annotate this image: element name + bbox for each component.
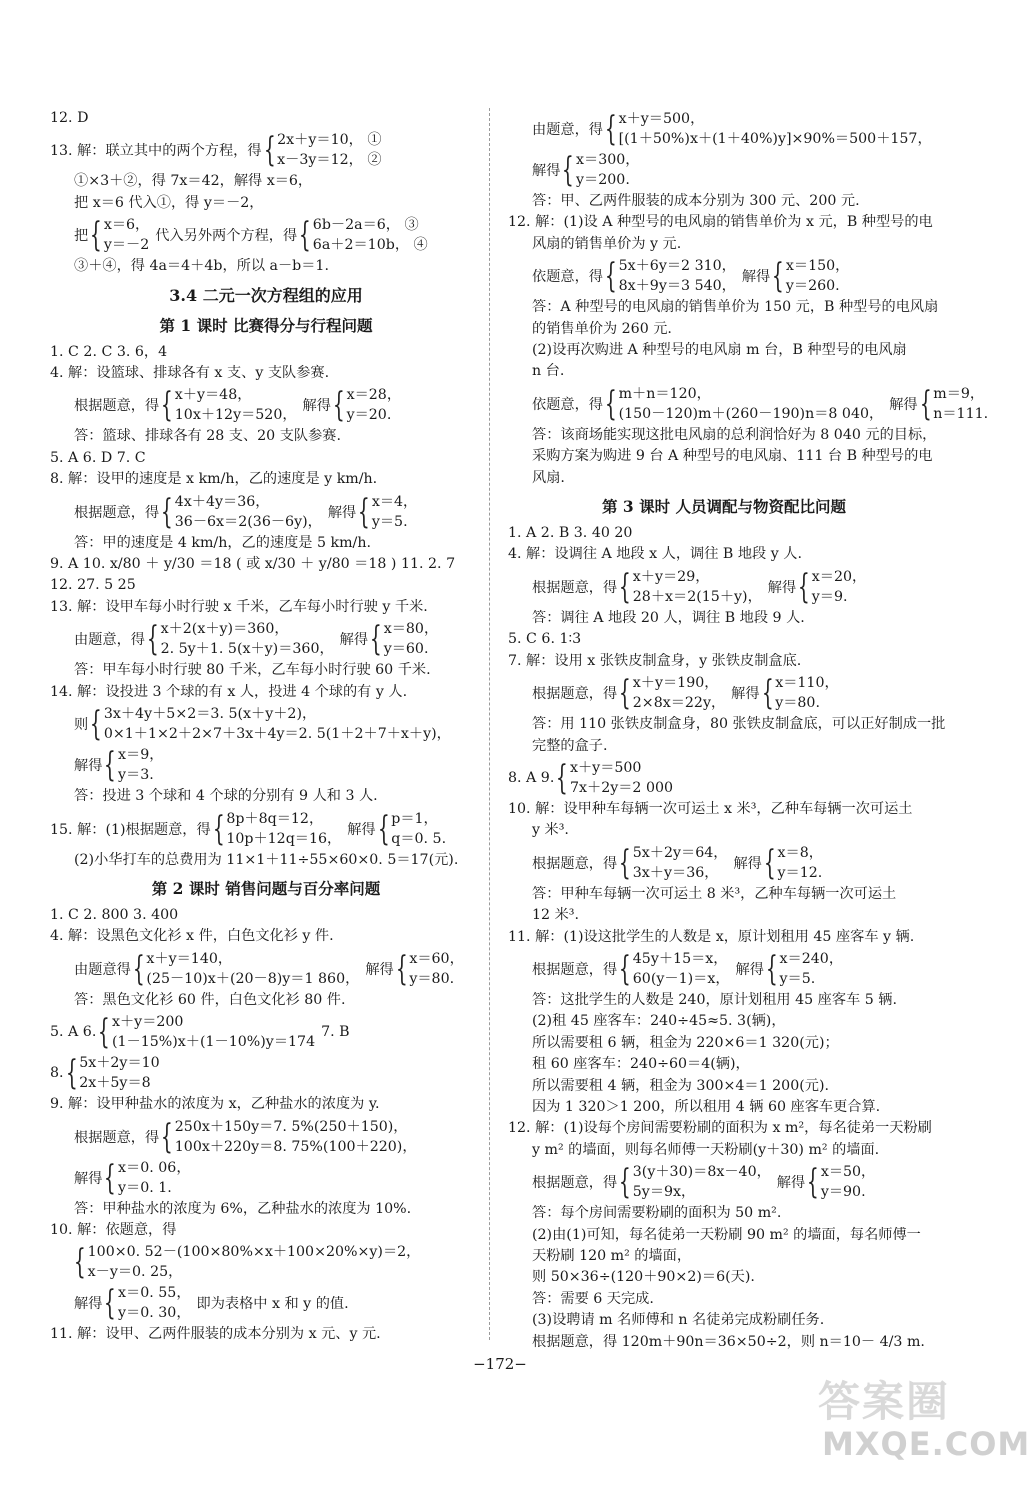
equation-system: { 6b－2a＝6， ③ 6a＋2＝10b， ④: [299, 215, 428, 256]
equation-row: (1－15%)x＋(1－10%)y＝174: [111, 1034, 316, 1051]
column-divider: [489, 108, 490, 1340]
equation-row: 5x＋6y＝2 310，: [618, 258, 736, 275]
answer-line: 答：投进 3 个球和 4 个球的分别有 9 人和 3 人.: [74, 788, 378, 805]
answer-line: (2)设再次购进 A 种型号的电风扇 m 台，B 种型号的电风扇: [532, 342, 907, 359]
answer-text: 依题意，得: [532, 396, 603, 413]
equation-row: 8x＋9y＝3 540，: [618, 278, 736, 295]
equation-row: 2. 5y＋1. 5(x＋y)＝360，: [160, 641, 334, 658]
equation-system: { 5x＋2y＝64， 3x＋y＝36，: [619, 842, 728, 883]
answer-line: 5. A 6. D 7. C: [50, 449, 146, 466]
answer-equation: [50, 619, 482, 659]
equation-system: { 250x＋150y＝7. 5%(250＋150)， 100x＋220y＝8. 75%(100＋220)，: [161, 1116, 417, 1157]
answer-line: 13. 解：设甲车每小时行驶 x 千米，乙车每小时行驶 y 千米.: [50, 598, 428, 615]
answer-line: (2)租 45 座客车：240÷45≈5. 3(辆)，: [532, 1013, 786, 1030]
answer-text: 把: [74, 228, 89, 245]
answer-text: 解得: [532, 163, 561, 179]
answer-text: 解得: [767, 579, 797, 596]
solution-system: { p＝1， q＝0. 5.: [377, 808, 447, 849]
answer-equation: [50, 949, 482, 989]
equation-row: m＋n＝120，: [618, 385, 711, 402]
answer-line: 12. 27. 5 25: [50, 577, 136, 594]
equation-system: { x＋y＝500 7x＋2y＝2 000: [556, 757, 674, 798]
solution-system: { x＝8， y＝12.: [763, 842, 823, 883]
equation-row: 3x＋y＝36，: [632, 864, 719, 881]
answer-line: 4. 解：设黑色文化衫 x 件，白色文化衫 y 件.: [50, 928, 334, 945]
answer-line: 答：甲的速度是 4 km/h，乙的速度是 5 km/h.: [74, 534, 371, 551]
equation-system: { 100×0. 52－(100×80%×x＋100×20%×y)＝2， x－y＝0. 25，: [73, 1242, 421, 1283]
equation-row: y＝3.: [118, 767, 154, 784]
answer-text: 解得: [776, 1175, 806, 1192]
equation-row: [(1＋50%)x＋(1＋40%)y]×90%＝500＋157，: [618, 131, 932, 147]
equation-row: y＝5.: [371, 513, 408, 530]
answer-line: 12. D: [50, 110, 89, 126]
equation-row: x＋y＝500，: [618, 111, 705, 127]
answer-line: 12 米³.: [532, 907, 579, 924]
answer-equation: [50, 745, 482, 785]
answer-equation: [50, 704, 482, 744]
equation-row: 4x＋4y＝36，: [174, 493, 270, 510]
answer-line: 风扇的销售单价为 y 元.: [532, 235, 682, 252]
answer-text: 解得: [741, 269, 771, 286]
equation-row: x＝110，: [775, 675, 839, 692]
answer-line: 所以需要租 4 辆，租金为 300×4＝1 200(元).: [532, 1077, 829, 1094]
equation-row: x＝6，: [103, 217, 150, 234]
right-column: [508, 108, 989, 1353]
answer-line: 答：每个房间需要粉刷的面积为 50 m².: [532, 1205, 782, 1222]
answer-equation: [50, 1158, 482, 1198]
equation-row: n＝111.: [933, 405, 989, 422]
answer-equation: [508, 673, 940, 713]
answer-line: n 台.: [532, 363, 565, 380]
equation-system: { 5x＋2y＝10 2x＋5y＝8: [65, 1053, 160, 1094]
equation-row: y＝0. 1.: [118, 1179, 172, 1196]
equation-row: y＝80.: [409, 970, 455, 987]
answer-line: ①×3＋②，得 7x＝42，解得 x＝6，: [74, 173, 313, 190]
equation-row: y＝－2: [103, 237, 150, 254]
answer-text: 13. 解：联立其中的两个方程，得: [50, 143, 262, 160]
equation-system: { x＋y＝48， 10x＋12y＝520，: [161, 385, 297, 426]
answer-line: 答：该商场能实现这批电风扇的总利润恰好为 8 040 元的目标，: [532, 426, 937, 443]
equation-row: x＋y＝190，: [632, 675, 719, 692]
answer-text: 5. A 6.: [50, 1024, 97, 1041]
answer-line: 答：甲种盐水的浓度为 6%，乙种盐水的浓度为 10%.: [74, 1200, 412, 1217]
equation-system: { 4x＋4y＝36， 36－6x＝2(36－6y)，: [161, 491, 322, 532]
equation-row: (150－120)m＋(260－190)n＝8 040，: [618, 405, 884, 422]
equation-row: 100×0. 52－(100×80%×x＋100×20%×y)＝2，: [87, 1244, 421, 1261]
answer-text: 解得: [735, 961, 764, 978]
answer-text: 由题意得: [74, 961, 131, 978]
equation-row: 8p＋8q＝12，: [226, 810, 324, 827]
answer-text: 解得: [733, 855, 762, 872]
watermark-logo: [812, 1369, 1030, 1473]
equation-row: 36－6x＝2(36－6y)，: [174, 513, 322, 530]
answer-text: 则: [74, 717, 89, 734]
answer-equation: [50, 809, 482, 849]
equation-system: { x＋2(x＋y)＝360， 2. 5y＋1. 5(x＋y)＝360，: [146, 619, 334, 660]
equation-row: y＝90.: [820, 1184, 866, 1201]
answer-text: 15. 解：(1)根据题意，得: [50, 821, 211, 838]
equation-system: { 3x＋4y＋5×2＝3. 5(x＋y＋2)， 0×1＋1×2＋2×7＋3x＋4y＝2. 5(1＋2＋7＋x＋y)，: [90, 704, 451, 745]
equation-row: 7x＋2y＝2 000: [569, 779, 674, 796]
solution-system: { x＝50， y＝90.: [807, 1162, 876, 1203]
answer-line: 9. 解：设甲种盐水的浓度为 x，乙种盐水的浓度为 y.: [50, 1096, 380, 1113]
answer-line: 风扇.: [532, 469, 565, 486]
equation-row: m＝9，: [933, 385, 985, 402]
equation-row: p＝1，: [391, 810, 438, 827]
answer-text: 根据题意，得: [532, 855, 618, 872]
answer-text: 7. B: [321, 1024, 350, 1041]
equation-row: 250x＋150y＝7. 5%(250＋150)，: [174, 1118, 408, 1135]
answer-equation: [508, 383, 989, 424]
equation-system: { 5x＋6y＝2 310， 8x＋9y＝3 540，: [604, 256, 736, 297]
answer-text: 根据题意，得: [532, 1175, 618, 1192]
answer-line: 则 50×36÷(120＋90×2)＝6(天).: [532, 1269, 755, 1286]
section-heading: 3.4 二元一次方程组的应用: [169, 285, 363, 305]
equation-row: 0×1＋1×2＋2×7＋3x＋4y＝2. 5(1＋2＋7＋x＋y)，: [103, 726, 451, 743]
lesson-heading: 第 2 课时 销售问题与百分率问题: [151, 878, 381, 898]
equation-row: 6b－2a＝6， ③: [312, 217, 419, 234]
answer-line: 因为 1 320＞1 200，所以租用 4 辆 60 座客车更合算.: [532, 1098, 881, 1115]
answer-line: 答：甲车每小时行驶 80 千米，乙车每小时行驶 60 千米.: [74, 662, 431, 679]
equation-row: y＝260.: [785, 278, 840, 295]
answer-text: 解得: [889, 396, 918, 413]
solution-system: { x＝150， y＝260.: [772, 256, 850, 297]
answer-text: 根据题意，得: [532, 579, 618, 596]
answer-text: 根据题意，得: [74, 1129, 160, 1146]
answer-line: 完整的盒子.: [532, 737, 608, 754]
answer-line: (3)设聘请 m 名师傅和 n 名徒弟完成粉刷任务.: [532, 1312, 825, 1329]
answer-text: 解得: [365, 961, 394, 978]
answer-equation: [50, 215, 482, 255]
answer-line: 答：甲、乙两件服装的成本分别为 300 元、200 元.: [532, 193, 860, 209]
answer-equation: [50, 1117, 482, 1157]
equation-system: { x＋y＝29， 28＋x＝2(15＋y)，: [619, 566, 762, 607]
answer-line: 4. 解：设篮球、排球各有 x 支、y 支队参赛.: [50, 365, 330, 382]
equation-row: x＝60，: [409, 950, 464, 967]
equation-system: { x＋y＝200 (1－15%)x＋(1－10%)y＝174: [98, 1012, 316, 1053]
answer-equation: [50, 1012, 482, 1052]
watermark-url: MXQE.COM: [822, 1425, 1030, 1463]
equation-row: x＋y＝29，: [632, 568, 710, 585]
answer-line: 1. C 2. C 3. 6，4: [50, 343, 168, 360]
solution-system: { x＝0. 06， y＝0. 1.: [104, 1157, 191, 1198]
equation-row: x＝240，: [779, 950, 844, 967]
equation-row: y＝5.: [779, 970, 816, 987]
answer-line: 答：这批学生的人数是 240，原计划租用 45 座客车 5 辆.: [532, 991, 897, 1008]
equation-row: 45y＋15＝x，: [632, 950, 728, 967]
answer-text: 代入另外两个方程，得: [155, 228, 298, 245]
answer-equation: [50, 1283, 482, 1323]
equation-row: 28＋x＝2(15＋y)，: [632, 588, 762, 605]
answer-line: 的销售单价为 260 元.: [532, 320, 672, 337]
answer-text: 根据题意，得: [74, 504, 160, 521]
solution-system: { x＝80， y＝60.: [369, 619, 439, 660]
equation-system: { x＝6， y＝－2: [90, 215, 150, 256]
equation-row: x＝80，: [383, 621, 439, 638]
answer-text: 根据题意，得: [74, 398, 160, 415]
equation-row: x＋y＝48，: [174, 387, 252, 404]
answer-equation: [50, 1053, 482, 1093]
answer-line: 10. 解：设甲种车每辆一次可运土 x 米³，乙种车每辆一次可运土: [508, 800, 913, 817]
answer-text: 解得: [74, 1170, 103, 1187]
answer-line: 答：A 种型号的电风扇的销售单价为 150 元，B 种型号的电风扇: [532, 299, 939, 316]
equation-row: 2x＋5y＝8: [79, 1075, 151, 1092]
answer-text: 依题意，得: [532, 269, 603, 286]
solution-system: { x＝9， y＝3.: [104, 745, 164, 786]
answer-line: 7. 解：设用 x 张铁皮制盒身，y 张铁皮制盒底.: [508, 652, 802, 669]
equation-system: { m＋n＝120， (150－120)m＋(260－190)n＝8 040，: [604, 383, 884, 424]
solution-system: { x＝28， y＝20.: [332, 385, 402, 426]
answer-equation: [508, 843, 940, 883]
answer-line: 4. 解：设调往 A 地段 x 人，调往 B 地段 y 人.: [508, 546, 802, 563]
equation-row: x＝0. 55，: [118, 1285, 191, 1302]
answer-line: 把 x＝6 代入①，得 y＝－2，: [74, 194, 264, 211]
answer-line: (2)小华打车的总费用为 11×1＋11÷55×60×0. 5＝17(元).: [74, 851, 459, 868]
answer-text: 解得: [347, 821, 376, 838]
solution-system: { x＝4， y＝5.: [358, 491, 418, 532]
equation-system: { x＋y＝500， [(1＋50%)x＋(1＋40%)y]×90%＝500＋157，: [604, 109, 932, 149]
equation-row: 60(y－1)＝x，: [632, 970, 730, 987]
answer-equation: [508, 256, 940, 296]
solution-system: { x＝0. 55， y＝0. 30，: [104, 1283, 191, 1324]
answer-text: 解得: [327, 504, 357, 521]
answer-line: 1. C 2. 800 3. 400: [50, 906, 179, 923]
equation-system: { x＋y＝140， (25－10)x＋(20－8)y＝1 860，: [132, 948, 360, 989]
answer-text: 解得: [74, 758, 103, 775]
answer-equation: [508, 1162, 940, 1202]
answer-text: 解得: [74, 1296, 103, 1313]
equation-row: 3(y＋30)＝8x－40，: [632, 1164, 771, 1181]
solution-system: { x＝110， y＝80.: [761, 673, 839, 714]
answer-line: 答：甲种车每辆一次可运土 8 米³，乙种车每辆一次可运土: [532, 885, 897, 902]
answer-text: 由题意，得: [74, 632, 145, 649]
equation-row: 5x＋2y＝10: [79, 1055, 160, 1072]
answer-line: 12. 解：(1)设每个房间需要粉刷的面积为 x m²，每名徒弟一天粉刷: [508, 1120, 932, 1137]
page-number: −172−: [473, 1355, 527, 1373]
answer-line: 11. 解：(1)设这批学生的人数是 x，原计划租用 45 座客车 y 辆.: [508, 928, 915, 945]
equation-row: y＝0. 30，: [118, 1305, 191, 1322]
answer-line: 5. C 6. 1∶3: [508, 631, 582, 648]
answer-text: 解得: [731, 686, 760, 703]
answer-line: 1. A 2. B 3. 40 20: [508, 525, 633, 542]
answer-line: 答：调往 A 地段 20 人，调往 B 地段 9 人.: [532, 609, 805, 626]
answer-line: 11. 解：设甲、乙两件服装的成本分别为 x 元、y 元.: [50, 1326, 381, 1343]
answer-equation: [508, 109, 940, 149]
lesson-heading: 第 3 课时 人员调配与物资配比问题: [602, 497, 846, 517]
answer-line: 采购方案为购进 9 台 A 种型号的电风扇、111 台 B 种型号的电: [532, 448, 933, 465]
equation-system: { 45y＋15＝x， 60(y－1)＝x，: [619, 948, 730, 989]
answer-line: 12. 解：(1)设 A 种型号的电风扇的销售单价为 x 元，B 种型号的电: [508, 214, 933, 231]
equation-system: { 3(y＋30)＝8x－40， 5y＝9x，: [619, 1162, 771, 1203]
equation-row: x＝28，: [346, 387, 402, 404]
equation-row: 5x＋2y＝64，: [632, 844, 728, 861]
solution-system: { m＝9， n＝111.: [919, 383, 989, 424]
equation-row: x＝0. 06，: [118, 1159, 191, 1176]
equation-system: { 8p＋8q＝12， 10p＋12q＝16，: [212, 808, 342, 849]
watermark-text: 答案圈: [818, 1377, 951, 1426]
answer-text: 根据题意，得: [532, 961, 618, 978]
answer-equation: [50, 385, 482, 425]
solution-system: { x＝240， y＝5.: [765, 948, 844, 989]
answer-equation: [508, 150, 940, 190]
answer-equation: [508, 758, 940, 798]
equation-row: y＝9.: [811, 588, 848, 605]
equation-row: x－3y＝12， ②: [277, 152, 382, 169]
equation-row: 100x＋220y＝8. 75%(100＋220)，: [174, 1138, 417, 1155]
equation-row: x＝4，: [371, 493, 418, 510]
equation-row: x＋y＝500: [569, 759, 642, 776]
answer-text: 8. A 9.: [508, 769, 555, 786]
answer-line: 所以需要租 6 辆，租金为 220×6＝1 320(元)；: [532, 1034, 839, 1051]
answer-line: y m² 的墙面，则每名师傅一天粉刷(y＋30) m² 的墙面.: [532, 1141, 880, 1158]
answer-text: 根据题意，得: [532, 686, 618, 703]
answer-equation: [50, 1242, 482, 1282]
answer-equation: [508, 949, 940, 989]
answer-text: 由题意，得: [532, 122, 603, 138]
answer-line: y 米³.: [532, 822, 569, 839]
solution-system: { x＝20， y＝9.: [798, 566, 867, 607]
equation-row: x＝20，: [811, 568, 867, 585]
answer-line: ③＋④，得 4a＝4＋4b，所以 a－b＝1.: [74, 258, 329, 275]
answer-text: 解得: [339, 632, 369, 649]
equation-row: x＝50，: [820, 1164, 876, 1181]
equation-row: x＝300，: [576, 152, 640, 168]
equation-row: 2x＋y＝10， ①: [277, 132, 382, 149]
equation-row: q＝0. 5.: [391, 830, 447, 847]
answer-line: 14. 解：设投进 3 个球的有 x 人，投进 4 个球的有 y 人.: [50, 683, 408, 700]
answer-line: 8. 解：设甲的速度是 x km/h，乙的速度是 y km/h.: [50, 471, 378, 488]
answer-line: 答：篮球、排球各有 28 支、20 支队参赛.: [74, 428, 341, 445]
equation-row: x－y＝0. 25，: [87, 1264, 183, 1281]
answer-line: (2)由(1)可知，每名徒弟一天粉刷 90 m² 的墙面，每名师傅一: [532, 1226, 921, 1243]
answer-line: 答：需要 6 天完成.: [532, 1290, 654, 1307]
equation-row: x＝8，: [777, 844, 823, 861]
answer-line: 答：用 110 张铁皮制盒身，80 张铁皮制盒底，可以正好制成一批: [532, 716, 946, 733]
equation-row: x＋2(x＋y)＝360，: [160, 621, 289, 638]
equation-row: 2×8x＝22y，: [632, 695, 726, 712]
equation-row: y＝80.: [775, 695, 820, 712]
answer-line: 根据题意，得 120m＋90n＝36×50÷2，则 n＝10－ 4/3 m.: [532, 1333, 925, 1350]
equation-row: 5y＝9x，: [632, 1184, 696, 1201]
equation-row: y＝20.: [346, 407, 392, 424]
answer-equation: [508, 567, 940, 607]
equation-row: y＝60.: [383, 641, 429, 658]
answer-equation: [50, 130, 482, 170]
equation-row: (25－10)x＋(20－8)y＝1 860，: [146, 970, 360, 987]
equation-system: { x＋y＝190， 2×8x＝22y，: [619, 673, 726, 714]
answer-line: 10. 解：依题意，得: [50, 1221, 177, 1238]
equation-row: 6a＋2＝10b， ④: [312, 237, 428, 254]
solution-system: { x＝60， y＝80.: [395, 948, 464, 989]
equation-row: x＝150，: [785, 258, 850, 275]
answer-equation: [50, 492, 482, 532]
equation-row: 10p＋12q＝16，: [226, 830, 342, 847]
answer-line: 天粉刷 120 m² 的墙面，: [532, 1248, 692, 1264]
solution-system: { x＝300， y＝200.: [562, 150, 640, 190]
equation-row: y＝12.: [777, 864, 823, 881]
answer-line: 9. A 10. x/80 ＋ y/30 ＝18 ( 或 x/30 ＋ y/80 ＝18 ) 11. 2. 7: [50, 556, 456, 573]
answer-line: 答：黑色文化衫 60 件，白色文化衫 80 件.: [74, 991, 346, 1008]
equation-row: y＝200.: [576, 172, 630, 188]
answer-line: 租 60 座客车：240÷60＝4(辆)，: [532, 1056, 750, 1073]
equation-row: 3x＋4y＋5×2＝3. 5(x＋y＋2)，: [103, 706, 317, 723]
equation-row: x＋y＝140，: [146, 950, 233, 967]
equation-row: 10x＋12y＝520，: [174, 407, 297, 424]
equation-system: { 2x＋y＝10， ① x－3y＝12， ②: [263, 130, 382, 171]
answer-text: 8.: [50, 1065, 64, 1082]
equation-row: x＝9，: [118, 747, 164, 764]
equation-row: x＋y＝200: [111, 1014, 184, 1031]
answer-text: 即为表格中 x 和 y 的值.: [196, 1296, 349, 1313]
lesson-heading: 第 1 课时 比赛得分与行程问题: [159, 315, 373, 335]
left-column: [50, 108, 482, 1346]
answer-text: 解得: [302, 398, 331, 415]
